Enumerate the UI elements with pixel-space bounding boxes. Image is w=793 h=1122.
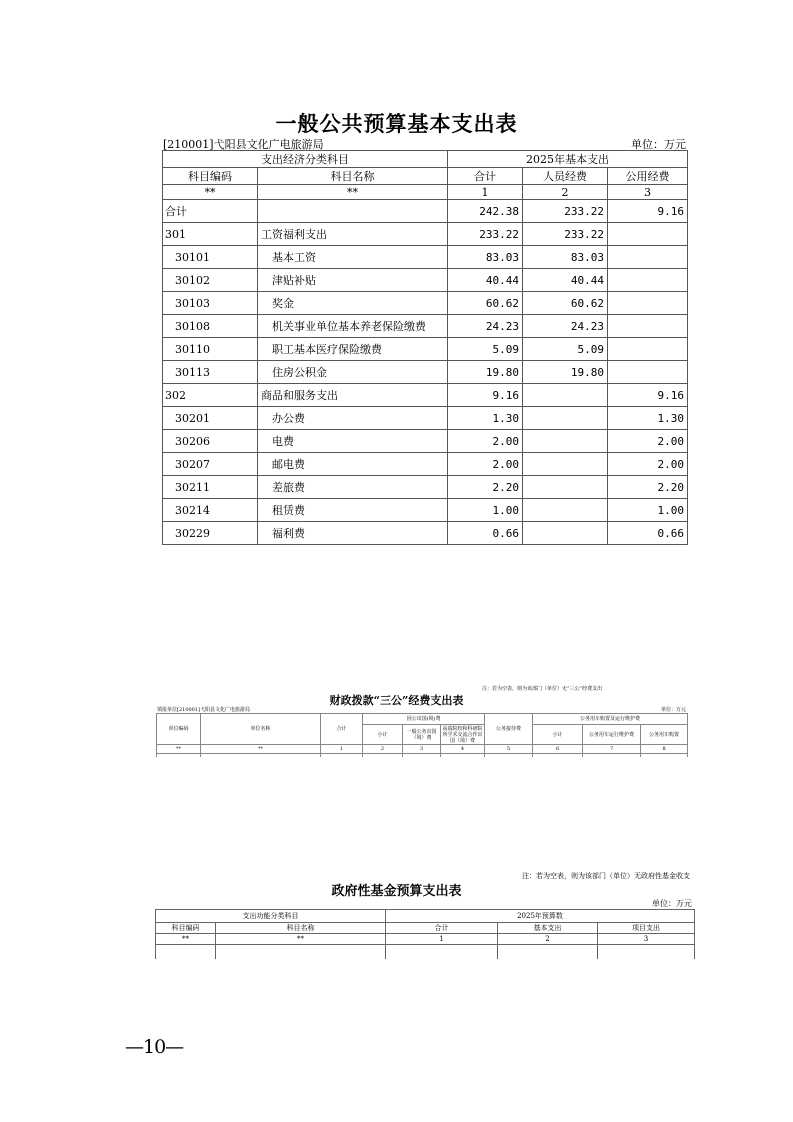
table2-index-cell: 7 [583, 745, 641, 754]
table3-index-cell: 1 [386, 934, 498, 945]
table3-cut-row [156, 945, 695, 960]
page-number: —10— [125, 1036, 184, 1058]
table1-row [163, 499, 688, 522]
table1-cell-name: 机关事业单位基本养老保险缴费 [258, 315, 448, 338]
table1-cell-personnel [523, 522, 608, 545]
table1-header-personnel: 人员经费 [523, 168, 608, 185]
table1-cell-code: 30108 [163, 315, 258, 338]
table1-row [163, 407, 688, 430]
table1-cell-name: 奖金 [258, 292, 448, 315]
table2-index-cell: 8 [641, 745, 688, 754]
table1-row [163, 246, 688, 269]
table1-cell-public [608, 246, 688, 269]
table1-cell-code: 30206 [163, 430, 258, 453]
table2-header-abroad-general: 一般公务出国（境）费 [403, 725, 441, 745]
table1-index-1: 1 [448, 185, 523, 200]
table2-header-unit-code: 单位编码 [157, 714, 201, 745]
table2-index-cell: 2 [363, 745, 403, 754]
table1-cell-personnel: 19.80 [523, 361, 608, 384]
table2-header-vehicle: 公务用车购置及运行维护费 [533, 714, 688, 725]
table1-cell-name: 差旅费 [258, 476, 448, 499]
table2-index-cell: 1 [321, 745, 363, 754]
table1-index-3: 3 [608, 185, 688, 200]
table2-index-cell: 4 [441, 745, 485, 754]
table1-cell-name: 福利费 [258, 522, 448, 545]
table1-cell-total: 1.00 [448, 499, 523, 522]
table1-org: [210001]弋阳县文化广电旅游局 [163, 138, 324, 151]
table3-header-group-left: 支出功能分类科目 [156, 910, 386, 923]
table1-cell-code: 30113 [163, 361, 258, 384]
table3-header-code: 科目编码 [156, 923, 216, 934]
table1-cell-public: 9.16 [608, 384, 688, 407]
table1-row [163, 361, 688, 384]
table1-cell-name: 工资福利支出 [258, 223, 448, 246]
table1-cell-personnel [523, 476, 608, 499]
table1-cell-code: 30102 [163, 269, 258, 292]
table1-row [163, 430, 688, 453]
table1-cell-total: 1.30 [448, 407, 523, 430]
table1-cell-name: 津贴补贴 [258, 269, 448, 292]
table1-cell-total: 242.38 [448, 200, 523, 223]
table1-cell-public [608, 315, 688, 338]
table1-cell-total: 5.09 [448, 338, 523, 361]
table1-cell-total: 9.16 [448, 384, 523, 407]
table2-title: 财政拨款“三公”经费支出表 [329, 694, 464, 707]
table1-cell-personnel [523, 453, 608, 476]
table1-cell-total: 233.22 [448, 223, 523, 246]
table3-index-cell: ** [216, 934, 386, 945]
table1-cell-public: 1.00 [608, 499, 688, 522]
table3-index-row [156, 934, 695, 945]
table1-index-2: 2 [523, 185, 608, 200]
table1-cell-code: 30207 [163, 453, 258, 476]
table2-header-reception: 公务接待费 [485, 714, 533, 745]
table1-cell-public [608, 269, 688, 292]
table1-cell-personnel: 24.23 [523, 315, 608, 338]
table1-header-group-right: 2025年基本支出 [448, 151, 688, 168]
table2-header-vehicle-subtotal: 小计 [533, 725, 583, 745]
table1-header-code: 科目编码 [163, 168, 258, 185]
table3-index-cell: ** [156, 934, 216, 945]
table2-index-cell: ** [201, 745, 321, 754]
table2-header-vehicle-run: 公务用车运行维护费 [583, 725, 641, 745]
table3-index-cell: 3 [598, 934, 695, 945]
table2-header-abroad-subtotal: 小计 [363, 725, 403, 745]
table1-row [163, 292, 688, 315]
table1-row [163, 315, 688, 338]
table1-cell-name: 租赁费 [258, 499, 448, 522]
table3-header-project: 项目支出 [598, 923, 695, 934]
table1-cell-public: 1.30 [608, 407, 688, 430]
table3-header-total: 合计 [386, 923, 498, 934]
table1-cell-personnel: 233.22 [523, 200, 608, 223]
table2-header-abroad-talent: 高端院校和科研院所学术交流合作出国（境）费 [441, 725, 485, 745]
table1-index-row [163, 185, 688, 200]
table1-cell-name: 邮电费 [258, 453, 448, 476]
table1-cell-personnel: 5.09 [523, 338, 608, 361]
table1-header-group-left: 支出经济分类科目 [163, 151, 448, 168]
table1-header-row [163, 168, 688, 185]
gov-fund-expenditure-table [155, 909, 695, 959]
table1-cell-public [608, 361, 688, 384]
table1-cell-public [608, 292, 688, 315]
table1-cell-total: 40.44 [448, 269, 523, 292]
table2-header-abroad: 因公出国(境)费 [363, 714, 485, 725]
table1-header-total: 合计 [448, 168, 523, 185]
table2-header-unit-name: 单位名称 [201, 714, 321, 745]
table1-row [163, 476, 688, 499]
table1-row [163, 453, 688, 476]
table1-cell-name [258, 200, 448, 223]
table2-index-cell: 3 [403, 745, 441, 754]
table1-cell-name: 住房公积金 [258, 361, 448, 384]
table1-cell-name: 基本工资 [258, 246, 448, 269]
table1-cell-code: 30214 [163, 499, 258, 522]
table2-note: 注：若为空表，则为该部门（单位）无“三公”经费支出 [482, 686, 603, 692]
table1-cell-code: 30103 [163, 292, 258, 315]
table1-cell-public: 9.16 [608, 200, 688, 223]
table1-row [163, 384, 688, 407]
budget-basic-expenditure-table [162, 150, 688, 545]
table1-cell-name: 商品和服务支出 [258, 384, 448, 407]
table1-cell-public: 0.66 [608, 522, 688, 545]
table1-cell-code: 302 [163, 384, 258, 407]
table1-cell-total: 2.20 [448, 476, 523, 499]
table2-index-cell: ** [157, 745, 201, 754]
table3-index-cell: 2 [498, 934, 598, 945]
table3-unit: 单位：万元 [652, 899, 692, 908]
table2-header-vehicle-buy: 公务用车购置 [641, 725, 688, 745]
table1-cell-total: 2.00 [448, 430, 523, 453]
table1-cell-total: 83.03 [448, 246, 523, 269]
table2-header-row1 [157, 714, 688, 725]
table1-cell-code: 合计 [163, 200, 258, 223]
table1-cell-total: 0.66 [448, 522, 523, 545]
table1-cell-public [608, 223, 688, 246]
table1-cell-code: 30211 [163, 476, 258, 499]
table3-header-basic: 基本支出 [498, 923, 598, 934]
table1-cell-name: 职工基本医疗保险缴费 [258, 338, 448, 361]
table1-cell-code: 30229 [163, 522, 258, 545]
table1-row [163, 269, 688, 292]
table1-cell-public [608, 338, 688, 361]
table1-cell-total: 60.62 [448, 292, 523, 315]
table1-unit: 单位：万元 [631, 138, 686, 151]
table3-header-group-row [156, 910, 695, 923]
table2-unit: 单位：万元 [660, 707, 686, 713]
table2-cut-row [157, 754, 688, 758]
table1-cell-personnel [523, 430, 608, 453]
table1-row [163, 522, 688, 545]
table1-cell-public: 2.00 [608, 453, 688, 476]
table1-cell-total: 2.00 [448, 453, 523, 476]
table1-row [163, 338, 688, 361]
table1-cell-personnel: 233.22 [523, 223, 608, 246]
table1-cell-personnel [523, 384, 608, 407]
table1-cell-personnel [523, 407, 608, 430]
table1-cell-total: 19.80 [448, 361, 523, 384]
table3-header-name: 科目名称 [216, 923, 386, 934]
table3-header-row [156, 923, 695, 934]
table2-index-cell: 5 [485, 745, 533, 754]
table1-cell-name: 电费 [258, 430, 448, 453]
table2-index-cell: 6 [533, 745, 583, 754]
table1-cell-code: 30101 [163, 246, 258, 269]
table1-row [163, 223, 688, 246]
table1-cell-code: 30110 [163, 338, 258, 361]
table1-cell-total: 24.23 [448, 315, 523, 338]
table1-cell-personnel [523, 499, 608, 522]
table2-header-total: 合计 [321, 714, 363, 745]
table1-cell-code: 30201 [163, 407, 258, 430]
table1-title: 一般公共预算基本支出表 [275, 111, 518, 136]
table1-row [163, 200, 688, 223]
table3-header-group-right: 2025年预算数 [386, 910, 695, 923]
table1-cell-public: 2.00 [608, 430, 688, 453]
table2-org: 填报单位[210001]弋阳县文化广电旅游局 [157, 707, 250, 713]
table1-cell-personnel: 40.44 [523, 269, 608, 292]
table1-index-code: ** [163, 185, 258, 200]
table2-index-row [157, 745, 688, 754]
table3-title: 政府性基金预算支出表 [331, 884, 462, 899]
table1-header-name: 科目名称 [258, 168, 448, 185]
table1-header-group-row [163, 151, 688, 168]
table1-cell-personnel: 83.03 [523, 246, 608, 269]
table1-cell-name: 办公费 [258, 407, 448, 430]
table1-cell-code: 301 [163, 223, 258, 246]
table1-cell-public: 2.20 [608, 476, 688, 499]
table1-header-public: 公用经费 [608, 168, 688, 185]
three-public-expense-table [156, 713, 688, 757]
table1-index-name: ** [258, 185, 448, 200]
table3-note: 注：若为空表，则为该部门（单位）无政府性基金收支 [522, 872, 690, 880]
table1-cell-personnel: 60.62 [523, 292, 608, 315]
